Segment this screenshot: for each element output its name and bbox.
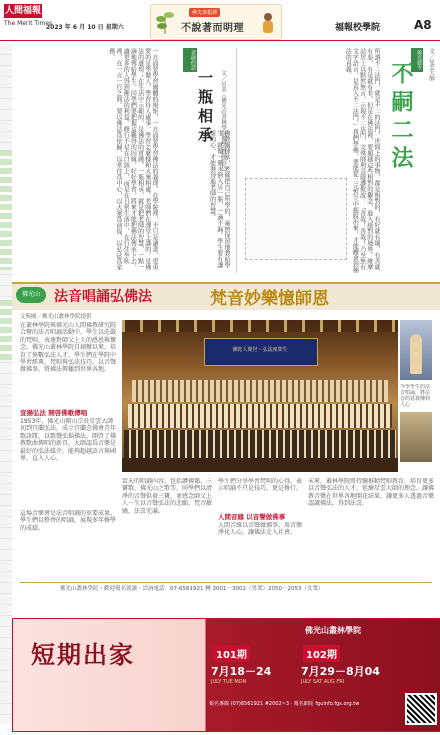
session-2-dates: 7月29－8月04 (301, 665, 380, 678)
lower-headline-red: 法音唱誦弘佛法 (54, 289, 152, 305)
page-number: A8 (414, 18, 432, 32)
essay-body-right: 所謂不二法門，就是不二的法門。世間上的事物，都是相對的，有好就有壞，有善就有惡，有是就有非。但是在佛法裡，要超越這些相對的觀念，進入絕對的境界。維摩詰居士以默然無言，示現不二法門，文殊師利菩薩讚歎說：「善哉！善哉！乃至無有文字語言，是真入不二法門。」我們學佛，要能從二元對立中超脫出來，才能體會到佛法的真義。 (344, 48, 380, 273)
stage-floor (122, 458, 398, 472)
lower-left-tag: 佛光山 (16, 287, 46, 303)
lower-body-1: 1953年，佛光山開山宗長星雲大師初到宜蘭弘法，成立宜蘭念佛會青年歌詠隊，以歌聲弘揚佛法，開啓了佛教歌曲傳唱的新頁。大師認爲音樂是最好的弘法媒介，能夠超越語言與國界，直入人心。 (20, 418, 117, 463)
section-name: 福報校學院 (335, 23, 381, 33)
choir-middle (128, 404, 392, 428)
sidebar-title: 不嗣二法 (388, 62, 413, 174)
qr-code (405, 693, 437, 725)
quote-box (245, 178, 347, 260)
ad-org: 佛光山叢林學院 (305, 626, 361, 635)
session-2-month: JULY SAT AUG FRI (301, 679, 345, 685)
lower-headline-gold: 梵音妙樂憶師恩 (210, 289, 329, 309)
lower-body-6: 未來，叢林學院將持續推動梵唄教育，培育更多以音聲弘法的人才，延續星雲大師的理念，讓佛教音樂在世界各地開花結果，讓更多人透過音樂認識佛法，得到法喜。 (308, 478, 434, 508)
subheading-2: 人間音緣 以音聲做佛事 (218, 513, 286, 521)
performer-photo (400, 320, 432, 380)
session-2: 102期 (303, 645, 340, 662)
session-1: 101期 (213, 645, 250, 662)
banner-tag: 佛光菜根譚 (189, 8, 220, 17)
banner-title: 不說著而明理 (181, 23, 244, 34)
middle-column-author: 文／呂美（佛光山書林學院義學前副院長） (220, 70, 226, 175)
lower-body-3: 當天的唱誦內容，包括讚佛偈、三寶歌、佛光山之歌等，同學們以清淨的音聲供養三寶，並感念師父上人一生以音聲弘法的悲願。梵音繚繞，法喜充滿。 (122, 478, 213, 515)
session-1-dates: 7月18－24 (211, 665, 272, 678)
masthead-subtitle: The Merit Times (4, 20, 53, 27)
middle-column-body: 佛教講傳承，老師把自己所學的，毫無保留地教給學生，就像一瓶水倒入另一瓶，一滴不漏。學生要有謙虛的心，才能裝得進老師的智慧。 (208, 130, 230, 268)
ad-title: 短期出家 (31, 641, 135, 669)
retreat-ad (12, 618, 440, 732)
sidebar-author: 文／星雲大師 (428, 48, 434, 81)
column-divider-1 (236, 48, 237, 273)
session-1-month: JULY TUE MON (211, 679, 247, 685)
lower-byline: 文與圖／佛光山叢林學院提供 (20, 314, 92, 320)
instrument-photo (400, 412, 432, 462)
performer-figure (410, 334, 422, 374)
middle-column-title: 一瓶相承 (196, 70, 214, 146)
stage-screen-text: 佛陀人間世・弘法度眾生 (232, 347, 288, 353)
column-tag: 佛光德令 (411, 48, 423, 72)
edge-strip (0, 44, 12, 724)
choir-front (124, 430, 396, 458)
ad-contact: 報名專線 (07)6561921 #2002~3 · 報名網址 fguinfo.fgs.org.tw (209, 701, 360, 707)
edge-strip-green (0, 150, 12, 270)
masthead-logo: 人間福報 (4, 6, 41, 16)
lower-body-intro: 在叢林學院與佛光山人間佛教研究院合辦的法音唱誦活動中，學生以莊嚴的梵唄，表達對師父上人的感恩與懷念。佛光山叢林學院自創辦以來，培育了無數弘法人才，學生們在學院中學習經典、梵唄與弘法技巧，以音聲做佛事，將佛法傳播到世界各地。 (20, 322, 117, 374)
stage-lights (122, 320, 398, 332)
banner-box (150, 4, 282, 40)
stage-photo (122, 320, 398, 472)
lower-body-2: 這場音樂會是法音唱誦的重要成果，學生們以整齊的唱誦，展現多年修學的成績。 (20, 510, 117, 532)
figure-illustration (259, 11, 277, 35)
lower-footer-text: 佛光山叢林學院・歡迎報名就讀・洽詢電話：07-6561921 轉 3001－3002（男衆）2050－2053（女衆） (60, 586, 324, 592)
header-rule (0, 40, 440, 41)
edge-strip-green-2 (0, 300, 12, 360)
lower-body-4: 學生們分享學習梵唄的心得，表示唱誦不只是技巧，更是修行。 (218, 478, 303, 493)
lower-body-5: 人間音緣以音聲做佛事，用音樂淨化人心，讓佛法走入社會。 (218, 522, 303, 537)
choir-back (132, 380, 388, 402)
essay-body-left: 一方面要學習團體的規矩，一方面要學習佛法的義理。在學院裡，不只是讀書，更重要的是學做人，學習待人處事，學習怎麼樣和大衆相處。老師們在課堂上講的，是佛法的道理；在生活中示範的，是佛法的實踐。一瓶相承，就是把老師的智慧，一點一滴地傳給學生。同學們要把握這難得的因緣，好好學習，將來才能把佛法傳承下去，讓更多的人得到佛法的利益。修行不是在口頭上，而是在日常生活中，在行住坐臥裡，在一言一行之間。要以佛法爲依歸，以常住爲中心，以大衆爲前提，以弘法爲家務。 (107, 48, 158, 270)
subheading-1: 宣揚弘法 開啓佛歌傳唱 (20, 409, 88, 417)
performer-caption: 今學學生的法音唱誦，將法音的意義傳到人心 (400, 384, 431, 408)
teacher-label: 老師的話 (183, 48, 197, 72)
issue-date: 2023 年 6 月 10 日 星期六 (46, 24, 124, 31)
leaf-illustration (155, 9, 175, 35)
